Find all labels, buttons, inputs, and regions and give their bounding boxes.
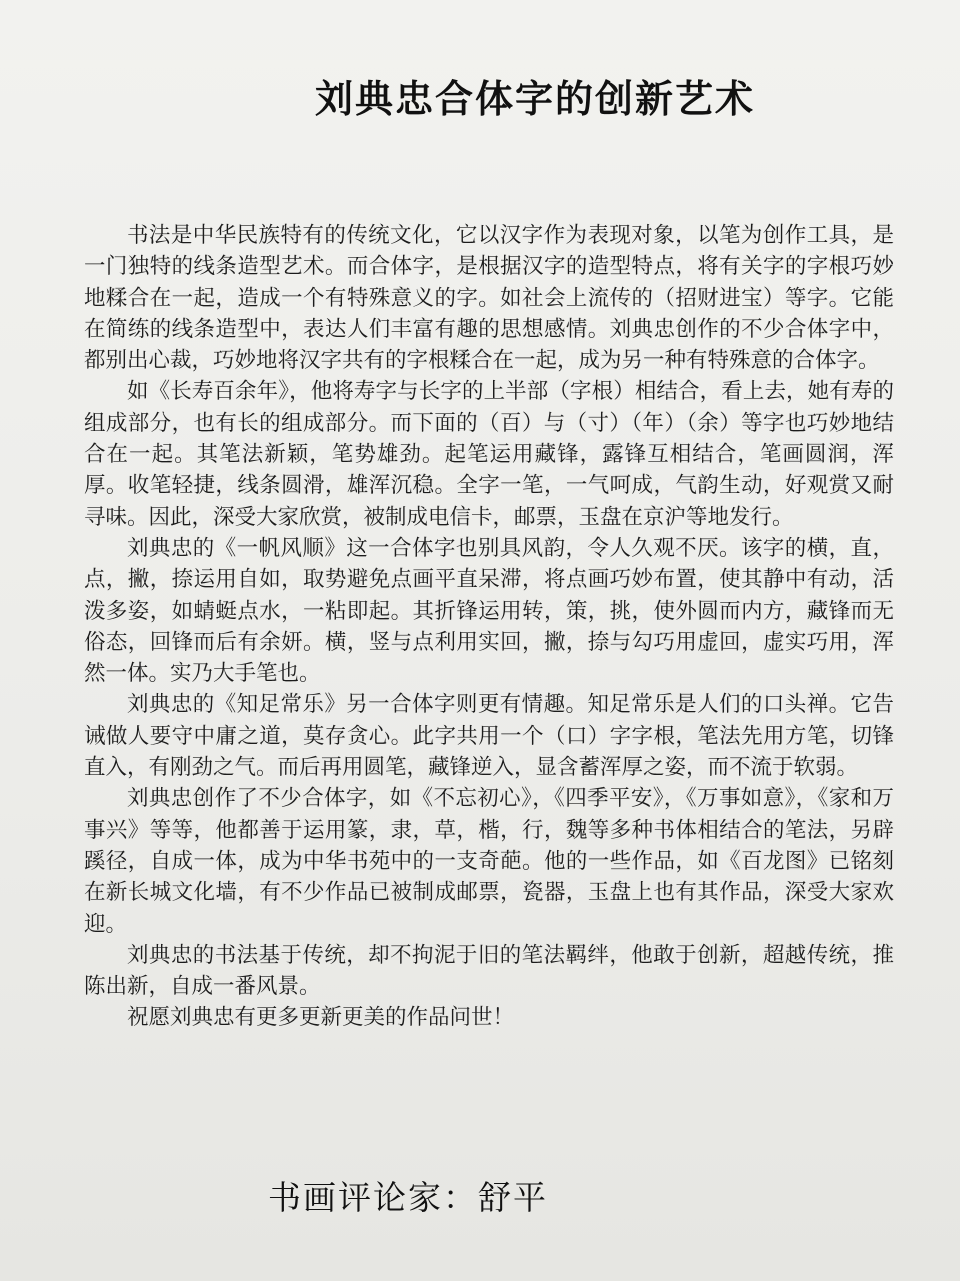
paragraph-wishes: 祝愿刘典忠有更多更新更美的作品问世！ [127,1005,515,1031]
paragraph-other-works: 刘典忠创作了不少合体字，如《不忘初心》，《四季平安》，《万事如意》，《家和万事兴》等等，他都善于运用篆，隶，草，楷，行，魏等多种书体相结合的笔法，另辟蹊径，自成一体，成为中华书苑中的一支奇葩。他的一些作品，如《百龙图》已铭刻在新长城文化墙，有不少作品已被制成邮票，瓷器，玉盘上也有其作品，深受大家欢迎。 [84,786,894,937]
paragraph-innovation: 刘典忠的书法基于传统，却不拘泥于旧的笔法羁绊，他敢于创新，超越传统，推陈出新，自成一番风景。 [84,942,894,1000]
paragraph-yifanfengshun: 刘典忠的《一帆风顺》这一合体字也别具风韵，令人久观不厌。该字的横，直，点，撇，捺运用自如，取势避免点画平直呆滞，将点画巧妙布置，使其静中有动，活泼多姿，如蜻蜓点水，一粘即起。其折锋运用转，策，挑，使外圆而内方，藏锋而无俗态，回锋而后有余妍。横，竖与点利用实回，撇，捺与勾巧用虚回，虚实巧用，浑然一体。实乃大手笔也。 [84,535,894,687]
document-title: 刘典忠合体字的创新艺术 [314,77,755,121]
author-signature: 书画评论家：舒平 [268,1178,548,1217]
paragraph-zhizuchangle: 刘典忠的《知足常乐》另一合体字则更有情趣。知足常乐是人们的口头禅。它告诫做人要守中庸之道，莫存贪心。此字共用一个（口）字字根，笔法先用方笔，切锋直入，有刚劲之气。而后再用圆笔，藏锋逆入，显含蓄浑厚之姿，而不流于软弱。 [84,692,894,781]
article-body [84,220,894,1034]
paragraph-changshou: 如《长寿百余年》，他将寿字与长字的上半部（字根）相结合，看上去，她有寿的组成部分，也有长的组成部分。而下面的（百）与（寸）（年）（余）等字也巧妙地结合在一起。其笔法新颖，笔势雄劲。起笔运用藏锋，露锋互相结合，笔画圆润，浑厚。收笔轻捷，线条圆滑，雄浑沉稳。全字一笔，一气呵成，气韵生动，好观赏又耐寻味。因此，深受大家欣赏，被制成电信卡，邮票，玉盘在京沪等地发行。 [84,379,894,530]
paragraph-intro: 书法是中华民族特有的传统文化，它以汉字作为表现对象，以笔为创作工具，是一门独特的线条造型艺术。而合体字，是根据汉字的造型特点，将有关字的字根巧妙地糅合在一起，造成一个有特殊意义的字。如社会上流传的（招财进宝）等字。它能在简练的线条造型中，表达人们丰富有趣的思想感情。刘典忠创作的不少合体字中，都别出心裁，巧妙地将汉字共有的字根糅合在一起，成为另一种有特殊意的合体字。 [84,223,894,374]
